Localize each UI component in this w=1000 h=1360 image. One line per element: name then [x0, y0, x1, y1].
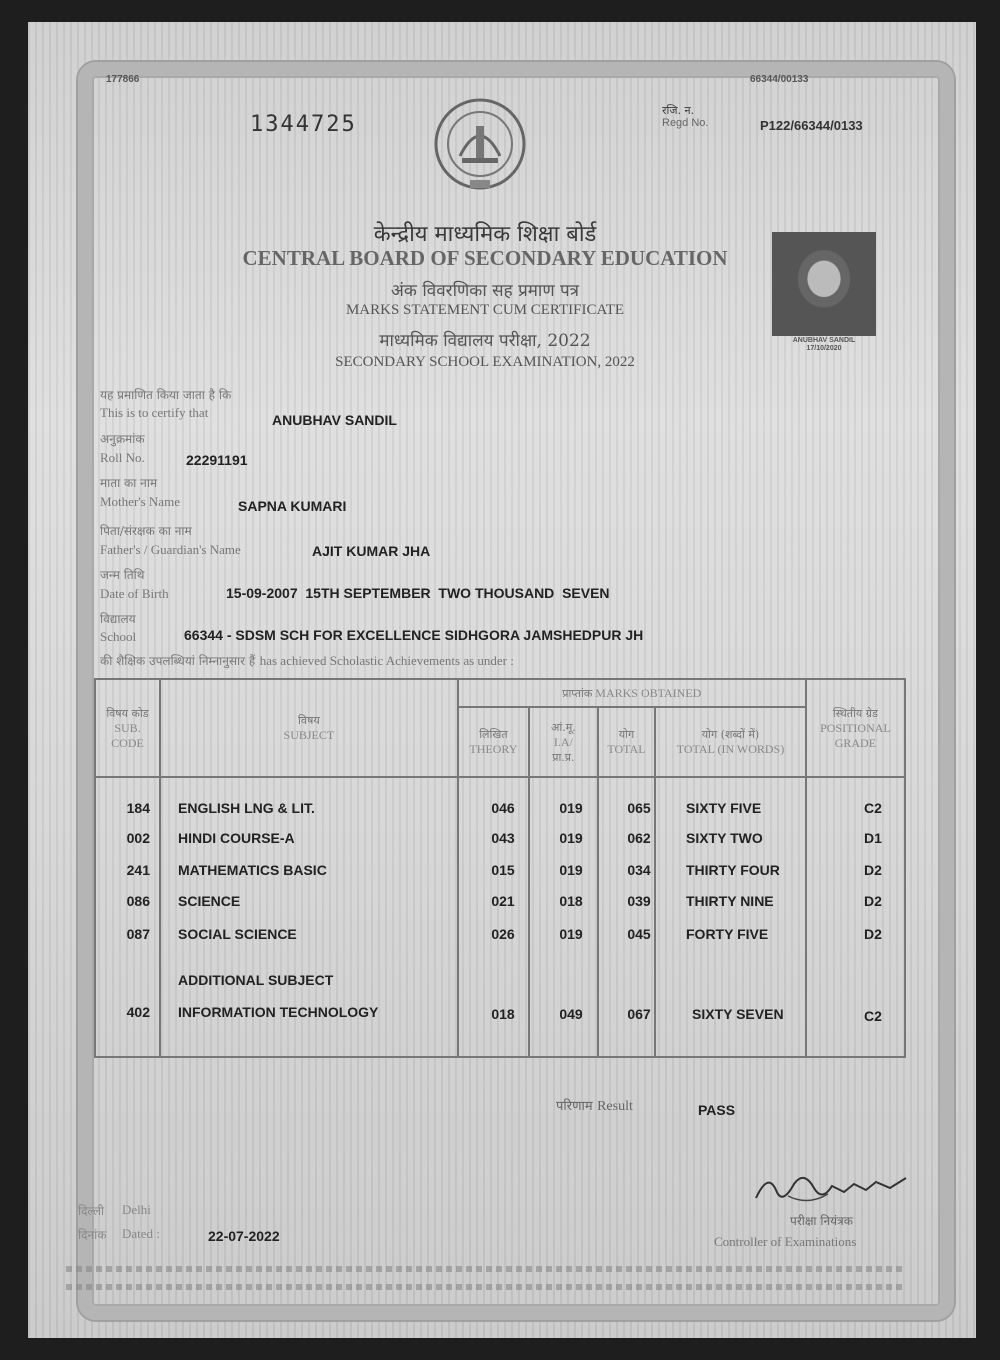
- header-pr-hindi: प्रा.प्र.: [552, 750, 575, 764]
- subject-name: ENGLISH LNG & LIT.: [178, 800, 315, 816]
- ia-marks: 019: [559, 830, 583, 846]
- result-label-hindi: परिणाम: [556, 1099, 593, 1114]
- top-right-number: 66344/00133: [750, 74, 809, 85]
- header-code-en: SUB. CODE: [111, 720, 144, 750]
- header-words-hindi: योग (शब्दों में): [701, 728, 760, 741]
- total-in-words: SIXTY SEVEN: [692, 1006, 784, 1022]
- header-code: [95, 679, 160, 777]
- reg-label: [662, 104, 708, 130]
- school-label-en: School: [100, 629, 137, 644]
- header-marks-en: MARKS OBTAINED: [595, 685, 702, 700]
- reg-label-en: Regd No.: [662, 117, 709, 129]
- doc-title-en: MARKS STATEMENT CUM CERTIFICATE: [345, 302, 625, 318]
- header-ia: [529, 707, 598, 777]
- father-label-hindi: पिता/संरक्षक का नाम: [100, 524, 192, 538]
- place-hindi: दिल्ली: [78, 1204, 105, 1218]
- header-marks-hindi: प्राप्तांक: [562, 686, 593, 700]
- header-grade-hindi: स्थितीय ग्रेड: [832, 706, 878, 720]
- dated-en: Dated :: [122, 1226, 160, 1241]
- header-words: [655, 707, 806, 777]
- grade: D2: [864, 893, 882, 909]
- board-title-en: CENTRAL BOARD OF SECONDARY EDUCATION: [242, 246, 728, 270]
- result-label-en: Result: [597, 1099, 633, 1114]
- theory-marks: 018: [491, 1006, 515, 1022]
- mother-label-en: Mother's Name: [100, 494, 180, 509]
- header-theory-hindi: लिखित: [479, 728, 508, 741]
- intro-hindi: यह प्रमाणित किया जाता है कि: [100, 388, 232, 402]
- result-value: PASS: [698, 1102, 736, 1118]
- exam-title-hindi: माध्यमिक विद्यालय परीक्षा, 2022: [379, 331, 591, 351]
- subject-code: 402: [126, 1004, 150, 1020]
- ia-marks: 019: [559, 926, 583, 942]
- cbse-emblem-icon: [430, 96, 530, 196]
- header-code-hindi: विषय कोड: [106, 706, 149, 720]
- header-grade-en: POSITIONAL GRADE: [820, 720, 891, 750]
- school-value: 66344 - SDSM SCH FOR EXCELLENCE SIDHGORA JAMSHEDPUR JH: [184, 627, 644, 643]
- mother-name: SAPNA KUMARI: [238, 498, 347, 514]
- subject-code: 241: [126, 862, 150, 878]
- ia-marks: 049: [559, 1006, 583, 1022]
- theory-marks: 043: [491, 830, 515, 846]
- header-theory-en: THEORY: [469, 742, 518, 756]
- subject-name: SCIENCE: [178, 893, 241, 909]
- exam-title-en: SECONDARY SCHOOL EXAMINATION, 2022: [335, 354, 635, 370]
- roll-label-en: Roll No.: [100, 450, 145, 465]
- result-label: [556, 1096, 633, 1115]
- total-marks: 045: [627, 926, 651, 942]
- photo-caption: [772, 337, 876, 353]
- subject-name: INFORMATION TECHNOLOGY: [178, 1004, 379, 1020]
- achievements-en: has achieved Scholastic Achievements as under :: [259, 653, 514, 668]
- header-subject-hindi: विषय: [298, 714, 320, 727]
- total-marks: 062: [627, 830, 651, 846]
- header-total-hindi: योग: [618, 728, 635, 741]
- theory-marks: 046: [491, 800, 515, 816]
- mother-label-hindi: माता का नाम: [100, 476, 158, 490]
- photo-caption-name: ANUBHAV SANDIL: [792, 337, 856, 344]
- photo-caption-date: 17/10/2020: [806, 345, 842, 352]
- header-total-en: TOTAL: [607, 742, 646, 756]
- subject-code: 184: [126, 800, 150, 816]
- grade: C2: [864, 1008, 882, 1024]
- school-label-hindi: विद्यालय: [100, 612, 136, 626]
- total-marks: 034: [627, 862, 651, 878]
- body-grade-col: [806, 777, 905, 1057]
- serial-number: 1344725: [250, 112, 357, 137]
- student-photo: [772, 232, 876, 336]
- grade: D1: [864, 830, 882, 846]
- student-name: ANUBHAV SANDIL: [272, 412, 397, 428]
- dob-label-en: Date of Birth: [100, 586, 169, 601]
- intro-en: This is to certify that: [100, 405, 209, 420]
- grade: C2: [864, 800, 882, 816]
- father-name: AJIT KUMAR JHA: [312, 543, 431, 559]
- total-in-words: FORTY FIVE: [686, 926, 769, 942]
- header-ia-hindi: आं.मू.: [550, 720, 576, 734]
- subject-name: MATHEMATICS BASIC: [178, 862, 327, 878]
- subject-code: 087: [126, 926, 150, 942]
- ia-marks: 019: [559, 800, 583, 816]
- total-in-words: SIXTY FIVE: [686, 800, 762, 816]
- header-theory: [458, 707, 529, 777]
- header-subject: [160, 679, 458, 777]
- subject-name: SOCIAL SCIENCE: [178, 926, 297, 942]
- father-label-en: Father's / Guardian's Name: [100, 542, 241, 557]
- header-words-en: TOTAL (IN WORDS): [676, 742, 785, 756]
- top-left-number: 177866: [106, 74, 140, 85]
- place-en: Delhi: [122, 1202, 151, 1217]
- header-total: [598, 707, 655, 777]
- issue-date: 22-07-2022: [208, 1228, 280, 1244]
- achievements-line: [100, 652, 514, 670]
- theory-marks: 026: [491, 926, 515, 942]
- header-marks-obtained: [458, 679, 806, 707]
- controller-signature-icon: [748, 1166, 912, 1212]
- header-grade: [806, 679, 905, 777]
- theory-marks: 021: [491, 893, 515, 909]
- doc-title-hindi: अंक विवरणिका सह प्रमाण पत्र: [390, 281, 580, 301]
- additional-subject-label: ADDITIONAL SUBJECT: [178, 972, 334, 988]
- total-marks: 067: [627, 1006, 651, 1022]
- total-marks: 065: [627, 800, 651, 816]
- total-marks: 039: [627, 893, 651, 909]
- total-in-words: SIXTY TWO: [686, 830, 763, 846]
- grade: D2: [864, 926, 882, 942]
- dob-label-hindi: जन्म तिथि: [100, 568, 145, 582]
- subject-name: HINDI COURSE-A: [178, 830, 295, 846]
- header-subject-en: SUBJECT: [283, 728, 335, 742]
- roll-label-hindi: अनुक्रमांक: [100, 432, 145, 446]
- theory-marks: 015: [491, 862, 515, 878]
- total-in-words: THIRTY NINE: [686, 893, 774, 909]
- grade: D2: [864, 862, 882, 878]
- subject-code: 002: [126, 830, 150, 846]
- dated-hindi: दिनांक: [78, 1228, 107, 1242]
- header-marks-label: [460, 686, 804, 701]
- subject-code: 086: [126, 893, 150, 909]
- header-ia-en: I.A/: [553, 734, 573, 749]
- footer-fine-print-line-1: [66, 1266, 906, 1272]
- reg-number: P122/66344/0133: [760, 118, 863, 133]
- ia-marks: 019: [559, 862, 583, 878]
- roll-number: 22291191: [186, 452, 248, 468]
- controller-hindi: परीक्षा नियंत्रक: [790, 1214, 853, 1228]
- board-title-hindi: केन्द्रीय माध्यमिक शिक्षा बोर्ड: [373, 222, 597, 247]
- dob-value: 15-09-2007 15TH SEPTEMBER TWO THOUSAND SEVEN: [226, 585, 610, 601]
- achievements-hindi: की शैक्षिक उपलब्धियां निम्नानुसार हैं: [100, 654, 256, 668]
- reg-label-hindi: रजि. न.: [662, 104, 695, 117]
- total-in-words: THIRTY FOUR: [686, 862, 780, 878]
- ia-marks: 018: [559, 893, 583, 909]
- controller-en: Controller of Examinations: [714, 1234, 857, 1249]
- footer-fine-print-line-2: [66, 1284, 906, 1290]
